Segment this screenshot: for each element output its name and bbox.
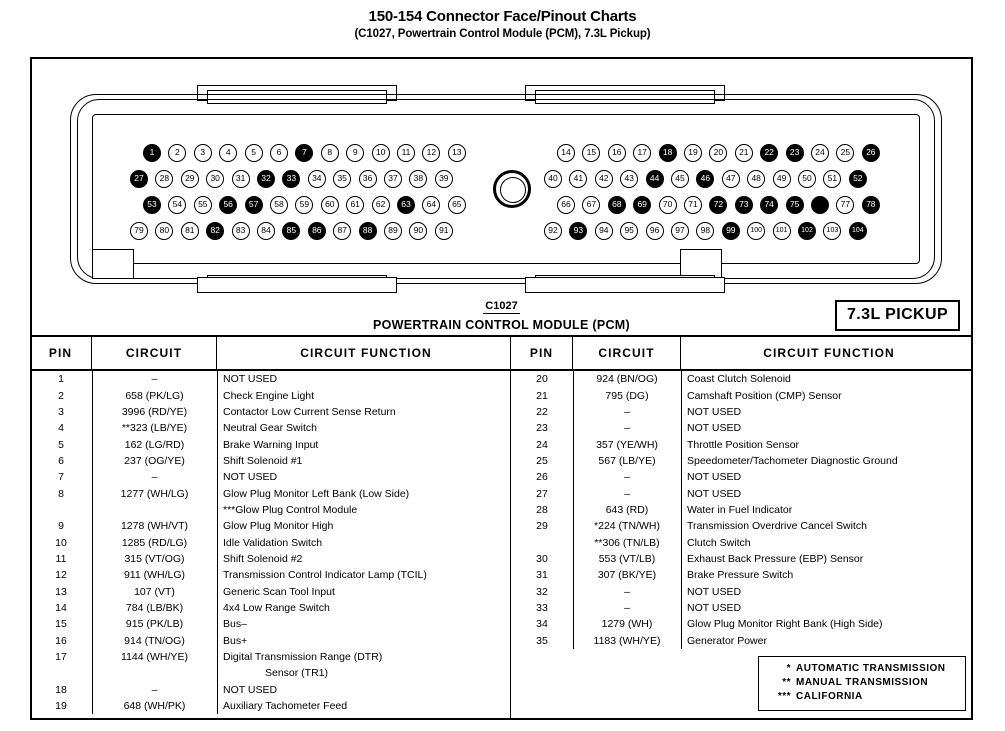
pin-49: 49	[773, 170, 791, 188]
table-row	[30, 633, 510, 649]
pin-68: 68	[608, 196, 626, 214]
header-circuit-left: CIRCUIT	[92, 337, 217, 369]
pin-60: 60	[321, 196, 339, 214]
cell-pin: 34	[536, 618, 548, 631]
table-row	[30, 567, 510, 583]
cell-function: Generic Scan Tool Input	[223, 585, 335, 598]
pin-59: 59	[295, 196, 313, 214]
pin-31: 31	[232, 170, 250, 188]
table-row-continuation	[30, 665, 510, 681]
pin-93: 93	[569, 222, 587, 240]
table-row	[511, 551, 973, 567]
pin-9: 9	[346, 144, 364, 162]
header-function-right: CIRCUIT FUNCTION	[763, 346, 895, 360]
cell-function: NOT USED	[223, 471, 278, 484]
cell-function: Shift Solenoid #1	[223, 454, 303, 467]
cell-pin: 20	[536, 373, 548, 386]
cell-pin: 21	[536, 389, 548, 402]
cell-function: NOT USED	[687, 487, 742, 500]
pin-57: 57	[245, 196, 263, 214]
header-pin-left: PIN	[30, 337, 92, 369]
pin-83: 83	[232, 222, 250, 240]
page-subtitle: (C1027, Powertrain Control Module (PCM), 7.3L Pickup)	[354, 28, 651, 40]
pin-88: 88	[359, 222, 377, 240]
cell-function: Clutch Switch	[687, 536, 751, 549]
cell-circuit: 1279 (WH)	[601, 618, 653, 631]
pin-100: 100	[747, 222, 765, 240]
pin-52: 52	[849, 170, 867, 188]
pin-41: 41	[569, 170, 587, 188]
cell-pin: 31	[536, 569, 548, 582]
pin-90: 90	[409, 222, 427, 240]
cell-function: Glow Plug Monitor Left Bank (Low Side)	[223, 487, 410, 500]
pin-104: 104	[849, 222, 867, 240]
pin-92: 92	[544, 222, 562, 240]
cell-pin: 17	[55, 651, 67, 664]
cell-function: Check Engine Light	[223, 389, 315, 402]
cell-function: Sensor (TR1)	[265, 667, 329, 680]
cell-pin: 32	[536, 585, 548, 598]
cell-pin: 10	[55, 536, 67, 549]
pin-27: 27	[130, 170, 148, 188]
pin-63: 63	[397, 196, 415, 214]
table-row	[511, 453, 973, 469]
cell-circuit: 1144 (WH/YE)	[121, 651, 188, 664]
pin-14: 14	[557, 144, 575, 162]
table-row	[511, 404, 973, 420]
pin-55: 55	[194, 196, 212, 214]
table-row	[30, 469, 510, 485]
pin-94: 94	[595, 222, 613, 240]
table-row	[511, 633, 973, 649]
table-row	[511, 518, 973, 534]
table-row	[30, 436, 510, 452]
page-title: 150-154 Connector Face/Pinout Charts	[368, 8, 637, 25]
pin-13: 13	[448, 144, 466, 162]
pin-36: 36	[359, 170, 377, 188]
cell-pin: 27	[536, 487, 548, 500]
cell-circuit: 315 (VT/OG)	[124, 552, 185, 565]
cell-pin: 13	[55, 585, 67, 598]
cell-function: Auxiliary Tachometer Feed	[223, 700, 348, 713]
pin-35: 35	[333, 170, 351, 188]
table-row	[511, 371, 973, 387]
cell-function: NOT USED	[687, 471, 742, 484]
cell-pin: 22	[536, 405, 548, 418]
pin-37: 37	[384, 170, 402, 188]
cell-function: Coast Clutch Solenoid	[687, 373, 791, 386]
pin-3: 3	[194, 144, 212, 162]
cell-circuit: 914 (TN/OG)	[124, 634, 185, 647]
cell-pin: 24	[536, 438, 548, 451]
pin-6: 6	[270, 144, 288, 162]
pin-95: 95	[620, 222, 638, 240]
cell-pin: 33	[536, 601, 548, 614]
pin-56: 56	[219, 196, 237, 214]
header-function-left: CIRCUIT FUNCTION	[300, 346, 432, 360]
cell-pin: 2	[58, 389, 64, 402]
cell-function: NOT USED	[687, 585, 742, 598]
legend-marker: *	[786, 663, 791, 674]
pin-61: 61	[346, 196, 364, 214]
pin-23: 23	[786, 144, 804, 162]
table-row	[511, 485, 973, 501]
cell-circuit: –	[624, 601, 630, 614]
cell-function: Bus–	[223, 618, 247, 631]
cell-circuit: **323 (LB/YE)	[121, 422, 188, 435]
cell-pin: 15	[55, 618, 67, 631]
pin-89: 89	[384, 222, 402, 240]
pin-40: 40	[544, 170, 562, 188]
table-row-continuation	[30, 502, 510, 518]
cell-circuit: 915 (PK/LB)	[125, 618, 184, 631]
cell-circuit: 553 (VT/LB)	[598, 552, 656, 565]
pin-54: 54	[168, 196, 186, 214]
cell-pin: 7	[58, 471, 64, 484]
pin-18: 18	[659, 144, 677, 162]
cell-circuit: 107 (VT)	[134, 585, 175, 598]
cell-circuit: 648 (WH/PK)	[123, 700, 186, 713]
pin-65: 65	[448, 196, 466, 214]
pin-10: 10	[372, 144, 390, 162]
pin-102: 102	[798, 222, 816, 240]
pin-46: 46	[696, 170, 714, 188]
cell-pin: 5	[58, 438, 64, 451]
pin-15: 15	[582, 144, 600, 162]
pin-62: 62	[372, 196, 390, 214]
pin-17: 17	[633, 144, 651, 162]
pin-20: 20	[709, 144, 727, 162]
pin-16: 16	[608, 144, 626, 162]
pin-71: 71	[684, 196, 702, 214]
pin-78: 78	[862, 196, 880, 214]
cell-circuit: 357 (YE/WH)	[596, 438, 658, 451]
cell-function: NOT USED	[223, 373, 278, 386]
pin-103: 103	[823, 222, 841, 240]
cell-circuit: 307 (BK/YE)	[597, 569, 657, 582]
pin-87: 87	[333, 222, 351, 240]
cell-function: Exhaust Back Pressure (EBP) Sensor	[687, 552, 864, 565]
table-row	[30, 534, 510, 550]
cell-circuit: **306 (TN/LB)	[594, 536, 660, 549]
pin-50: 50	[798, 170, 816, 188]
table-row	[30, 453, 510, 469]
pin-25: 25	[836, 144, 854, 162]
cell-function: Digital Transmission Range (DTR)	[223, 651, 383, 664]
cell-circuit: –	[624, 422, 630, 435]
pin-73: 73	[735, 196, 753, 214]
pin-19: 19	[684, 144, 702, 162]
pin-82: 82	[206, 222, 224, 240]
table-row	[30, 485, 510, 501]
cell-circuit: 1183 (WH/YE)	[593, 634, 661, 647]
pinout-tables	[30, 335, 973, 720]
engine-badge: 7.3L PICKUP	[835, 300, 960, 331]
pin-96: 96	[646, 222, 664, 240]
connector-name-label: POWERTRAIN CONTROL MODULE (PCM)	[373, 318, 630, 332]
pin-grid	[30, 57, 973, 335]
cell-pin: 29	[536, 520, 548, 533]
pin-26: 26	[862, 144, 880, 162]
legend-marker: ***	[777, 691, 791, 702]
legend-row	[765, 690, 959, 704]
cell-circuit: 162 (LG/RD)	[124, 438, 185, 451]
cell-function: Transmission Control Indicator Lamp (TCIL)	[223, 569, 427, 582]
cell-function: ***Glow Plug Control Module	[223, 503, 358, 516]
pin-22: 22	[760, 144, 778, 162]
table-row	[511, 583, 973, 599]
cell-pin: 12	[55, 569, 67, 582]
pin-32: 32	[257, 170, 275, 188]
cell-circuit: 643 (RD)	[605, 503, 649, 516]
pin-76	[811, 196, 829, 214]
legend-row	[765, 676, 959, 690]
cell-circuit: 1277 (WH/LG)	[120, 487, 189, 500]
pin-86: 86	[308, 222, 326, 240]
pin-84: 84	[257, 222, 275, 240]
pin-58: 58	[270, 196, 288, 214]
cell-pin: 4	[58, 422, 64, 435]
pin-44: 44	[646, 170, 664, 188]
pin-101: 101	[773, 222, 791, 240]
table-row	[511, 436, 973, 452]
cell-circuit: –	[624, 405, 630, 418]
cell-function: Shift Solenoid #2	[223, 552, 303, 565]
cell-pin: 16	[55, 634, 67, 647]
cell-circuit: –	[151, 471, 158, 484]
pin-30: 30	[206, 170, 224, 188]
cell-pin: 35	[536, 634, 548, 647]
pin-5: 5	[245, 144, 263, 162]
pin-74: 74	[760, 196, 778, 214]
table-row	[511, 616, 973, 632]
pin-48: 48	[747, 170, 765, 188]
pin-7: 7	[295, 144, 313, 162]
pin-43: 43	[620, 170, 638, 188]
cell-pin: 18	[55, 683, 67, 696]
pin-39: 39	[435, 170, 453, 188]
cell-function: Generator Power	[687, 634, 767, 647]
pin-2: 2	[168, 144, 186, 162]
table-row	[30, 518, 510, 534]
pin-45: 45	[671, 170, 689, 188]
cell-circuit: –	[151, 373, 158, 386]
cell-pin: 9	[58, 520, 64, 533]
cell-pin: 30	[536, 552, 548, 565]
table-row	[30, 698, 510, 714]
pin-47: 47	[722, 170, 740, 188]
cell-function: Brake Pressure Switch	[687, 569, 794, 582]
table-row	[30, 616, 510, 632]
pin-64: 64	[422, 196, 440, 214]
pin-79: 79	[130, 222, 148, 240]
pin-81: 81	[181, 222, 199, 240]
pin-53: 53	[143, 196, 161, 214]
legend-text: AUTOMATIC TRANSMISSION	[796, 663, 946, 674]
cell-function: Neutral Gear Switch	[223, 422, 317, 435]
table-header-row-left	[30, 337, 510, 371]
pin-11: 11	[397, 144, 415, 162]
cell-circuit: 911 (WH/LG)	[123, 569, 186, 582]
pin-28: 28	[155, 170, 173, 188]
table-header-row-right	[511, 337, 973, 371]
table-row	[30, 404, 510, 420]
connector-face-diagram	[30, 57, 973, 335]
cell-function: 4x4 Low Range Switch	[223, 601, 330, 614]
cell-circuit: –	[624, 585, 630, 598]
cell-pin: 23	[536, 422, 548, 435]
cell-circuit: 1278 (WH/VT)	[120, 520, 189, 533]
cell-pin: 14	[55, 601, 67, 614]
table-row	[30, 551, 510, 567]
pin-51: 51	[823, 170, 841, 188]
page-title-block	[0, 8, 1005, 40]
cell-pin: 11	[55, 552, 67, 565]
table-row	[30, 649, 510, 665]
cell-pin: 3	[58, 405, 64, 418]
cell-pin: 28	[536, 503, 548, 516]
pin-75: 75	[786, 196, 804, 214]
pin-80: 80	[155, 222, 173, 240]
pin-4: 4	[219, 144, 237, 162]
cell-pin: 19	[55, 700, 67, 713]
cell-circuit: 924 (BN/OG)	[596, 373, 658, 386]
pin-42: 42	[595, 170, 613, 188]
cell-function: Transmission Overdrive Cancel Switch	[687, 520, 867, 533]
legend-text: CALIFORNIA	[796, 691, 863, 702]
table-row	[511, 420, 973, 436]
pin-99: 99	[722, 222, 740, 240]
cell-function: Bus+	[223, 634, 248, 647]
cell-function: Brake Warning Input	[223, 438, 319, 451]
pin-34: 34	[308, 170, 326, 188]
table-body-right	[511, 371, 973, 649]
pin-24: 24	[811, 144, 829, 162]
table-row	[30, 371, 510, 387]
pin-77: 77	[836, 196, 854, 214]
pin-8: 8	[321, 144, 339, 162]
cell-circuit: 784 (LB/BK)	[125, 601, 184, 614]
table-row	[511, 567, 973, 583]
table-row	[511, 469, 973, 485]
connector-id-text: C1027	[485, 300, 518, 312]
pin-91: 91	[435, 222, 453, 240]
legend-marker: **	[782, 677, 791, 688]
pin-70: 70	[659, 196, 677, 214]
cell-function: Speedometer/Tachometer Diagnostic Ground	[687, 454, 898, 467]
cell-circuit: 3996 (RD/YE)	[121, 405, 188, 418]
pin-85: 85	[282, 222, 300, 240]
header-circuit-right: CIRCUIT	[573, 337, 681, 369]
cell-circuit: 658 (PK/LG)	[125, 389, 184, 402]
table-row-continuation	[511, 534, 973, 550]
cell-pin: 8	[58, 487, 64, 500]
table-row	[511, 600, 973, 616]
cell-circuit: 567 (LB/YE)	[598, 454, 656, 467]
pin-72: 72	[709, 196, 727, 214]
pin-98: 98	[696, 222, 714, 240]
footnote-legend	[758, 656, 966, 711]
cell-function: Contactor Low Current Sense Return	[223, 405, 396, 418]
pinout-table-left	[30, 335, 511, 720]
table-row	[30, 600, 510, 616]
cell-pin: 6	[58, 454, 64, 467]
table-row	[511, 387, 973, 403]
cell-pin: 26	[536, 471, 548, 484]
cell-circuit: *224 (TN/WH)	[594, 520, 660, 533]
pin-67: 67	[582, 196, 600, 214]
table-row	[30, 682, 510, 698]
cell-function: NOT USED	[223, 683, 278, 696]
table-row	[30, 387, 510, 403]
pin-33: 33	[282, 170, 300, 188]
table-row	[511, 502, 973, 518]
cell-circuit: –	[151, 683, 158, 696]
cell-function: NOT USED	[687, 601, 742, 614]
table-row	[30, 420, 510, 436]
table-row	[30, 583, 510, 599]
cell-function: NOT USED	[687, 422, 742, 435]
cell-function: NOT USED	[687, 405, 742, 418]
cell-circuit: 795 (DG)	[605, 389, 649, 402]
cell-function: Idle Validation Switch	[223, 536, 323, 549]
pin-29: 29	[181, 170, 199, 188]
cell-function: Glow Plug Monitor High	[223, 520, 334, 533]
cell-circuit: 1285 (RD/LG)	[121, 536, 188, 549]
table-body-left	[30, 371, 510, 714]
pin-21: 21	[735, 144, 753, 162]
pin-66: 66	[557, 196, 575, 214]
cell-circuit: –	[624, 487, 630, 500]
pin-1: 1	[143, 144, 161, 162]
pin-69: 69	[633, 196, 651, 214]
connector-id-label	[30, 300, 973, 312]
pin-97: 97	[671, 222, 689, 240]
cell-pin: 1	[58, 373, 64, 386]
legend-text: MANUAL TRANSMISSION	[796, 677, 929, 688]
cell-circuit: 237 (OG/YE)	[124, 454, 185, 467]
pin-38: 38	[409, 170, 427, 188]
cell-circuit: –	[624, 471, 630, 484]
cell-function: Throttle Position Sensor	[687, 438, 800, 451]
legend-row	[765, 662, 959, 676]
cell-pin: 25	[536, 454, 548, 467]
cell-function: Camshaft Position (CMP) Sensor	[687, 389, 842, 402]
pin-12: 12	[422, 144, 440, 162]
header-pin-right: PIN	[511, 337, 573, 369]
cell-function: Glow Plug Monitor Right Bank (High Side)	[687, 618, 883, 631]
cell-function: Water in Fuel Indicator	[687, 503, 793, 516]
